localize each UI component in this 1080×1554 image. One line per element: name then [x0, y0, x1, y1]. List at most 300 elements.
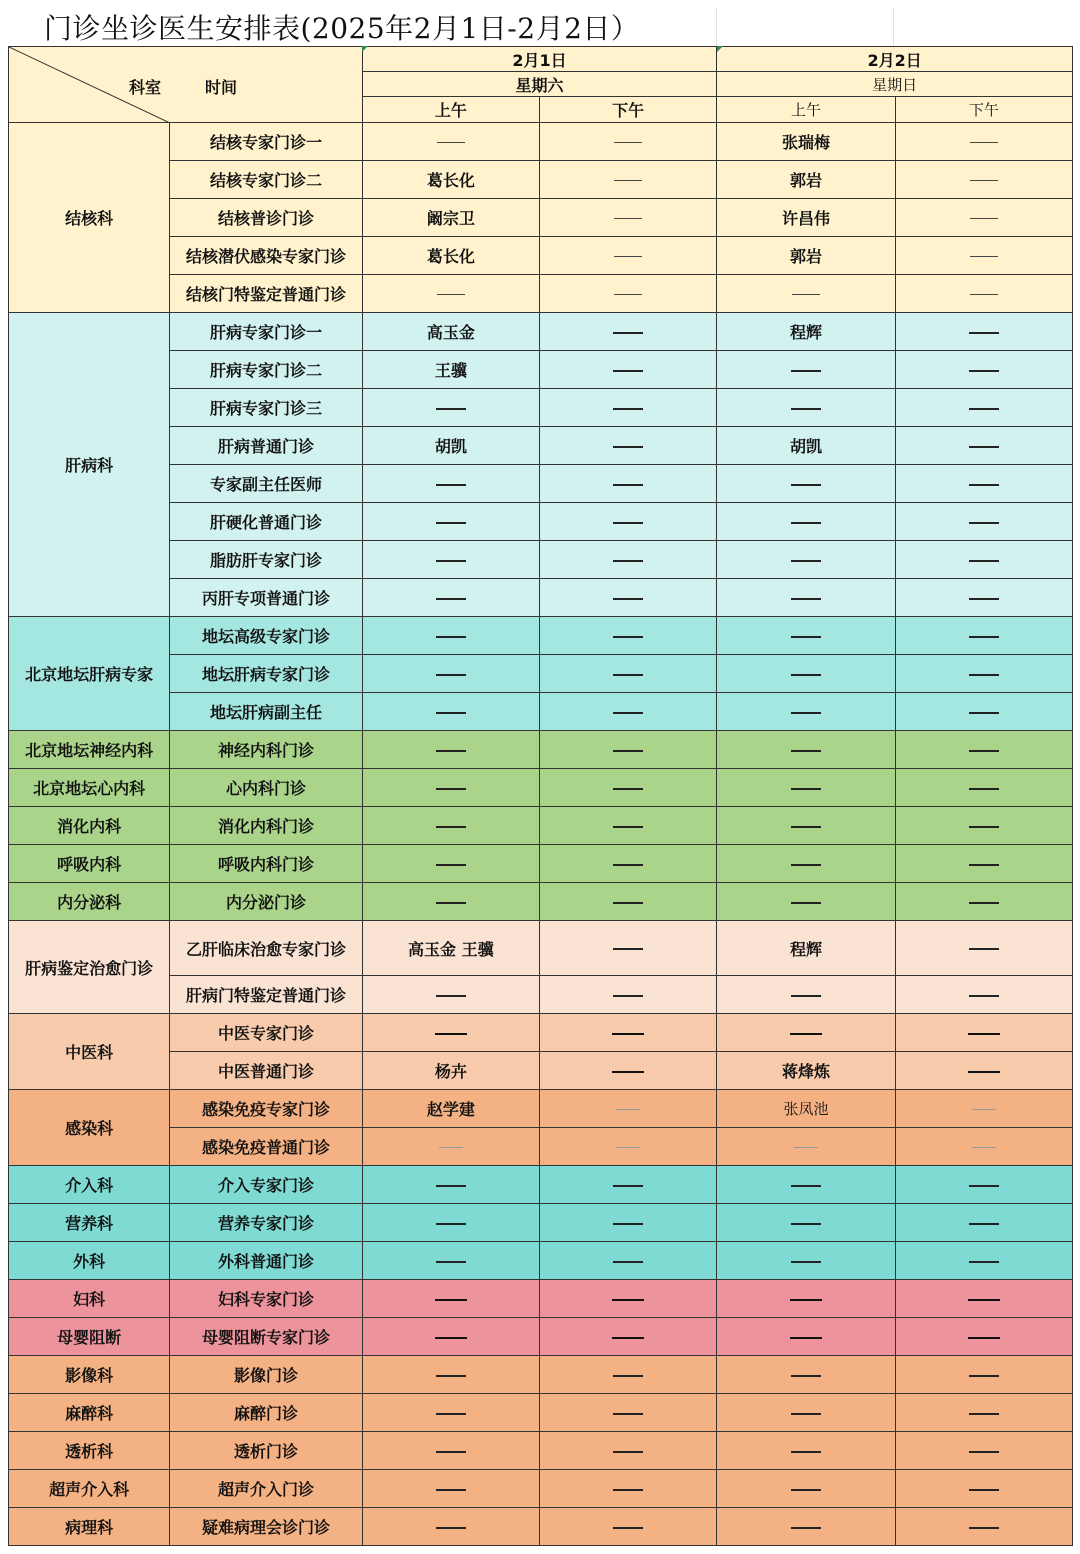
schedule-cell — [362, 1432, 539, 1470]
empty-dash — [436, 1261, 466, 1263]
empty-dash — [791, 1375, 821, 1377]
empty-dash — [436, 1185, 466, 1187]
schedule-cell — [717, 427, 895, 465]
title-bar — [8, 8, 1072, 47]
empty-dash — [791, 788, 821, 790]
empty-dash — [613, 948, 643, 950]
schedule-cell — [717, 1394, 895, 1432]
schedule-cell — [362, 123, 539, 161]
schedule-cell — [717, 465, 895, 503]
empty-dash — [437, 142, 465, 143]
empty-dash — [791, 522, 821, 524]
schedule-cell — [539, 1014, 716, 1052]
empty-dash — [969, 1223, 999, 1225]
clinic-cell: 超声介入门诊 — [170, 1470, 362, 1508]
schedule-cell — [539, 769, 716, 807]
empty-dash — [969, 408, 999, 410]
empty-dash — [613, 674, 643, 676]
dept-cell: 中医科 — [9, 1014, 170, 1090]
clinic-cell: 影像门诊 — [170, 1356, 362, 1394]
empty-dash — [792, 294, 820, 295]
clinic-cell: 透析门诊 — [170, 1432, 362, 1470]
clinic-cell: 专家副主任医师 — [170, 465, 362, 503]
table-row — [9, 1280, 1073, 1318]
empty-dash — [794, 1147, 818, 1148]
schedule-cell — [717, 807, 895, 845]
day1-date: 2月1日 — [362, 47, 717, 72]
schedule-cell — [717, 579, 895, 617]
schedule-cell — [362, 883, 539, 921]
empty-dash — [436, 408, 466, 410]
clinic-cell: 结核普诊门诊 — [170, 199, 362, 237]
clinic-cell: 结核专家门诊一 — [170, 123, 362, 161]
empty-dash — [436, 1489, 466, 1491]
schedule-cell — [717, 389, 895, 427]
doctor-name: 胡凯 — [434, 437, 467, 456]
day2-weekday: 星期日 — [717, 72, 1073, 97]
clinic-cell: 结核门特鉴定普通门诊 — [170, 275, 362, 313]
empty-dash — [613, 1527, 643, 1529]
schedule-cell — [895, 921, 1072, 976]
schedule-cell — [717, 655, 895, 693]
schedule-cell — [362, 769, 539, 807]
schedule-cell — [362, 579, 539, 617]
doctor-name: 葛长化 — [426, 171, 475, 190]
clinic-cell: 消化内科门诊 — [170, 807, 362, 845]
table-row — [9, 731, 1073, 769]
table-row — [9, 617, 1073, 655]
empty-dash — [970, 256, 998, 257]
empty-dash — [790, 1033, 822, 1035]
schedule-cell — [895, 275, 1072, 313]
clinic-cell: 妇科专家门诊 — [170, 1280, 362, 1318]
doctor-name: 许昌伟 — [781, 209, 830, 228]
doctor-name: 阚宗卫 — [426, 209, 475, 228]
empty-dash — [616, 1147, 640, 1148]
schedule-cell — [717, 1242, 895, 1280]
dept-cell: 北京地坛心内科 — [9, 769, 170, 807]
empty-dash — [791, 484, 821, 486]
schedule-cell — [539, 617, 716, 655]
clinic-cell: 肝病专家门诊二 — [170, 351, 362, 389]
schedule-cell — [717, 541, 895, 579]
clinic-cell: 乙肝临床治愈专家门诊 — [170, 921, 362, 976]
schedule-cell — [717, 1508, 895, 1546]
schedule-cell — [362, 655, 539, 693]
schedule-cell — [539, 199, 716, 237]
empty-dash — [969, 995, 999, 997]
schedule-cell — [539, 313, 716, 351]
empty-dash — [613, 408, 643, 410]
table-row — [9, 313, 1073, 351]
schedule-cell — [362, 1280, 539, 1318]
schedule-cell — [895, 1242, 1072, 1280]
schedule-cell — [717, 1470, 895, 1508]
clinic-cell: 肝病普通门诊 — [170, 427, 362, 465]
schedule-cell — [362, 807, 539, 845]
dept-cell: 外科 — [9, 1242, 170, 1280]
dept-cell: 超声介入科 — [9, 1470, 170, 1508]
clinic-cell: 母婴阻断专家门诊 — [170, 1318, 362, 1356]
schedule-cell — [539, 123, 716, 161]
doctor-name: 高玉金 王骥 — [408, 939, 494, 959]
empty-dash — [791, 826, 821, 828]
empty-dash — [969, 1413, 999, 1415]
table-row — [9, 1508, 1073, 1546]
empty-dash — [969, 948, 999, 950]
schedule-cell — [362, 1356, 539, 1394]
empty-dash — [614, 218, 642, 219]
doctor-name: 郭岩 — [789, 171, 822, 190]
empty-dash — [613, 522, 643, 524]
schedule-cell — [362, 617, 539, 655]
empty-dash — [790, 1299, 822, 1301]
schedule-cell — [895, 1166, 1072, 1204]
time-header-label: 时间 — [205, 78, 238, 97]
schedule-cell — [895, 1356, 1072, 1394]
schedule-cell — [895, 465, 1072, 503]
empty-dash — [791, 598, 821, 600]
schedule-cell — [717, 617, 895, 655]
table-row — [9, 1356, 1073, 1394]
schedule-cell — [717, 161, 895, 199]
schedule-cell — [362, 845, 539, 883]
clinic-cell: 心内科门诊 — [170, 769, 362, 807]
schedule-cell — [539, 731, 716, 769]
empty-dash — [439, 1147, 463, 1148]
empty-dash — [791, 636, 821, 638]
empty-dash — [969, 788, 999, 790]
dept-cell: 呼吸内科 — [9, 845, 170, 883]
schedule-cell — [362, 1128, 539, 1166]
schedule-cell — [895, 1014, 1072, 1052]
schedule-cell — [895, 503, 1072, 541]
empty-dash — [436, 712, 466, 714]
schedule-cell — [895, 655, 1072, 693]
table-row — [9, 1470, 1073, 1508]
schedule-cell — [895, 351, 1072, 389]
empty-dash — [612, 1033, 644, 1035]
schedule-cell — [895, 389, 1072, 427]
empty-dash — [791, 560, 821, 562]
empty-dash — [612, 1337, 644, 1339]
dept-cell: 内分泌科 — [9, 883, 170, 921]
empty-dash — [437, 294, 465, 295]
doctor-name: 程辉 — [789, 323, 822, 342]
schedule-cell — [895, 731, 1072, 769]
schedule-cell — [539, 389, 716, 427]
schedule-cell — [539, 1166, 716, 1204]
table-row — [9, 1090, 1073, 1128]
empty-dash — [791, 902, 821, 904]
empty-dash — [613, 1375, 643, 1377]
empty-dash — [969, 598, 999, 600]
schedule-cell — [717, 275, 895, 313]
clinic-cell: 肝病专家门诊一 — [170, 313, 362, 351]
schedule-cell — [895, 845, 1072, 883]
empty-dash — [969, 902, 999, 904]
empty-dash — [968, 1071, 1000, 1073]
cell-marker — [362, 46, 368, 52]
empty-dash — [436, 1223, 466, 1225]
schedule-cell — [895, 807, 1072, 845]
empty-dash — [613, 1451, 643, 1453]
schedule-cell — [895, 1508, 1072, 1546]
empty-dash — [436, 750, 466, 752]
schedule-cell — [717, 1204, 895, 1242]
empty-dash — [972, 1147, 996, 1148]
empty-dash — [969, 1451, 999, 1453]
schedule-cell — [539, 351, 716, 389]
dept-cell: 介入科 — [9, 1166, 170, 1204]
schedule-cell — [895, 123, 1072, 161]
clinic-cell: 肝硬化普通门诊 — [170, 503, 362, 541]
schedule-cell — [362, 351, 539, 389]
empty-dash — [436, 1451, 466, 1453]
table-row — [9, 1166, 1073, 1204]
schedule-cell — [539, 1242, 716, 1280]
empty-dash — [613, 484, 643, 486]
empty-dash — [791, 370, 821, 372]
empty-dash — [969, 636, 999, 638]
dept-cell: 感染科 — [9, 1090, 170, 1166]
page-title: 门诊坐诊医生安排表(2025年2月1日-2月2日） — [44, 12, 640, 45]
day2-date: 2月2日 — [717, 47, 1073, 72]
table-row — [9, 123, 1073, 161]
clinic-cell: 疑难病理会诊门诊 — [170, 1508, 362, 1546]
schedule-cell — [539, 845, 716, 883]
schedule-cell — [362, 1470, 539, 1508]
empty-dash — [436, 788, 466, 790]
empty-dash — [972, 1109, 996, 1110]
dept-cell: 病理科 — [9, 1508, 170, 1546]
empty-dash — [613, 560, 643, 562]
empty-dash — [436, 636, 466, 638]
schedule-cell — [539, 807, 716, 845]
schedule-cell — [717, 503, 895, 541]
dept-cell: 影像科 — [9, 1356, 170, 1394]
schedule-cell — [539, 1470, 716, 1508]
schedule-cell — [362, 313, 539, 351]
schedule-cell — [362, 921, 539, 976]
empty-dash — [614, 294, 642, 295]
empty-dash — [614, 180, 642, 181]
empty-dash — [613, 1261, 643, 1263]
empty-dash — [436, 1527, 466, 1529]
empty-dash — [969, 1261, 999, 1263]
schedule-cell — [717, 1356, 895, 1394]
schedule-cell — [539, 1280, 716, 1318]
schedule-cell — [539, 655, 716, 693]
clinic-cell: 肝病专家门诊三 — [170, 389, 362, 427]
schedule-cell — [895, 1280, 1072, 1318]
schedule-cell — [717, 351, 895, 389]
empty-dash — [791, 712, 821, 714]
schedule-cell — [895, 541, 1072, 579]
doctor-name: 郭岩 — [789, 247, 822, 266]
empty-dash — [436, 1413, 466, 1415]
empty-dash — [435, 1337, 467, 1339]
day2-pm-header: 下午 — [895, 97, 1072, 123]
schedule-cell — [362, 237, 539, 275]
empty-dash — [791, 864, 821, 866]
schedule-cell — [717, 845, 895, 883]
empty-dash — [613, 370, 643, 372]
schedule-cell — [717, 237, 895, 275]
empty-dash — [969, 864, 999, 866]
empty-dash — [436, 522, 466, 524]
empty-dash — [436, 826, 466, 828]
clinic-cell: 地坛肝病副主任 — [170, 693, 362, 731]
schedule-cell — [717, 693, 895, 731]
clinic-cell: 地坛高级专家门诊 — [170, 617, 362, 655]
table-row — [9, 845, 1073, 883]
schedule-cell — [717, 731, 895, 769]
schedule-cell — [539, 976, 716, 1014]
table-row — [9, 1242, 1073, 1280]
empty-dash — [613, 864, 643, 866]
doctor-name: 胡凯 — [789, 437, 822, 456]
empty-dash — [970, 294, 998, 295]
empty-dash — [614, 256, 642, 257]
schedule-cell — [717, 769, 895, 807]
schedule-cell — [895, 693, 1072, 731]
day1-weekday: 星期六 — [362, 72, 717, 97]
dept-cell: 肝病科 — [9, 313, 170, 617]
clinic-cell: 丙肝专项普通门诊 — [170, 579, 362, 617]
empty-dash — [613, 332, 643, 334]
dept-cell: 透析科 — [9, 1432, 170, 1470]
schedule-cell — [717, 1318, 895, 1356]
dept-cell: 母婴阻断 — [9, 1318, 170, 1356]
schedule-cell — [895, 617, 1072, 655]
schedule-cell — [362, 389, 539, 427]
table-row — [9, 921, 1073, 976]
schedule-cell — [895, 199, 1072, 237]
table-row — [9, 1318, 1073, 1356]
dept-header-label: 科室 — [129, 78, 162, 97]
empty-dash — [969, 332, 999, 334]
empty-dash — [436, 560, 466, 562]
doctor-name: 葛长化 — [426, 247, 475, 266]
schedule-cell — [717, 313, 895, 351]
schedule-cell — [539, 465, 716, 503]
schedule-cell — [895, 1052, 1072, 1090]
empty-dash — [969, 750, 999, 752]
schedule-cell — [895, 1090, 1072, 1128]
empty-dash — [969, 1375, 999, 1377]
clinic-cell: 呼吸内科门诊 — [170, 845, 362, 883]
schedule-cell — [362, 465, 539, 503]
clinic-cell: 麻醉门诊 — [170, 1394, 362, 1432]
clinic-cell: 中医专家门诊 — [170, 1014, 362, 1052]
clinic-cell: 结核专家门诊二 — [170, 161, 362, 199]
empty-dash — [613, 636, 643, 638]
empty-dash — [969, 1185, 999, 1187]
clinic-cell: 外科普通门诊 — [170, 1242, 362, 1280]
doctor-name: 程辉 — [789, 939, 822, 959]
schedule-cell — [717, 1280, 895, 1318]
schedule-cell — [717, 1014, 895, 1052]
schedule-cell — [717, 921, 895, 976]
empty-dash — [436, 674, 466, 676]
empty-dash — [791, 408, 821, 410]
dept-cell: 北京地坛神经内科 — [9, 731, 170, 769]
empty-dash — [613, 788, 643, 790]
schedule-cell — [717, 1166, 895, 1204]
schedule-cell — [539, 237, 716, 275]
schedule-table — [8, 46, 1073, 1546]
empty-dash — [791, 750, 821, 752]
schedule-cell — [539, 1204, 716, 1242]
doctor-name: 赵学建 — [426, 1100, 475, 1119]
gridline — [893, 8, 894, 46]
schedule-cell — [539, 161, 716, 199]
empty-dash — [969, 1489, 999, 1491]
schedule-cell — [717, 1090, 895, 1128]
schedule-cell — [895, 1470, 1072, 1508]
schedule-cell — [717, 199, 895, 237]
schedule-cell — [539, 1090, 716, 1128]
table-row — [9, 883, 1073, 921]
empty-dash — [969, 1527, 999, 1529]
schedule-cell — [717, 883, 895, 921]
clinic-cell: 内分泌门诊 — [170, 883, 362, 921]
clinic-cell: 结核潜伏感染专家门诊 — [170, 237, 362, 275]
empty-dash — [613, 712, 643, 714]
clinic-cell: 感染免疫普通门诊 — [170, 1128, 362, 1166]
empty-dash — [613, 902, 643, 904]
empty-dash — [970, 180, 998, 181]
empty-dash — [436, 484, 466, 486]
dept-cell: 消化内科 — [9, 807, 170, 845]
schedule-cell — [362, 976, 539, 1014]
empty-dash — [969, 446, 999, 448]
schedule-cell — [895, 427, 1072, 465]
schedule-cell — [895, 976, 1072, 1014]
empty-dash — [791, 1185, 821, 1187]
clinic-cell: 介入专家门诊 — [170, 1166, 362, 1204]
table-row — [9, 807, 1073, 845]
empty-dash — [968, 1337, 1000, 1339]
cell-marker — [717, 46, 723, 52]
schedule-cell — [895, 1204, 1072, 1242]
empty-dash — [613, 1185, 643, 1187]
empty-dash — [612, 1071, 644, 1073]
schedule-cell — [362, 1318, 539, 1356]
table-row — [9, 1204, 1073, 1242]
day1-am-header: 上午 — [362, 97, 539, 123]
schedule-cell — [362, 1204, 539, 1242]
schedule-cell — [539, 1052, 716, 1090]
empty-dash — [613, 1413, 643, 1415]
clinic-cell: 地坛肝病专家门诊 — [170, 655, 362, 693]
empty-dash — [969, 370, 999, 372]
empty-dash — [790, 1337, 822, 1339]
empty-dash — [969, 560, 999, 562]
schedule-cell — [717, 1432, 895, 1470]
empty-dash — [968, 1299, 1000, 1301]
schedule-cell — [717, 1128, 895, 1166]
table-row — [9, 1394, 1073, 1432]
schedule-cell — [362, 541, 539, 579]
schedule-cell — [539, 693, 716, 731]
empty-dash — [613, 1489, 643, 1491]
empty-dash — [613, 995, 643, 997]
empty-dash — [791, 995, 821, 997]
schedule-cell — [362, 275, 539, 313]
empty-dash — [791, 674, 821, 676]
